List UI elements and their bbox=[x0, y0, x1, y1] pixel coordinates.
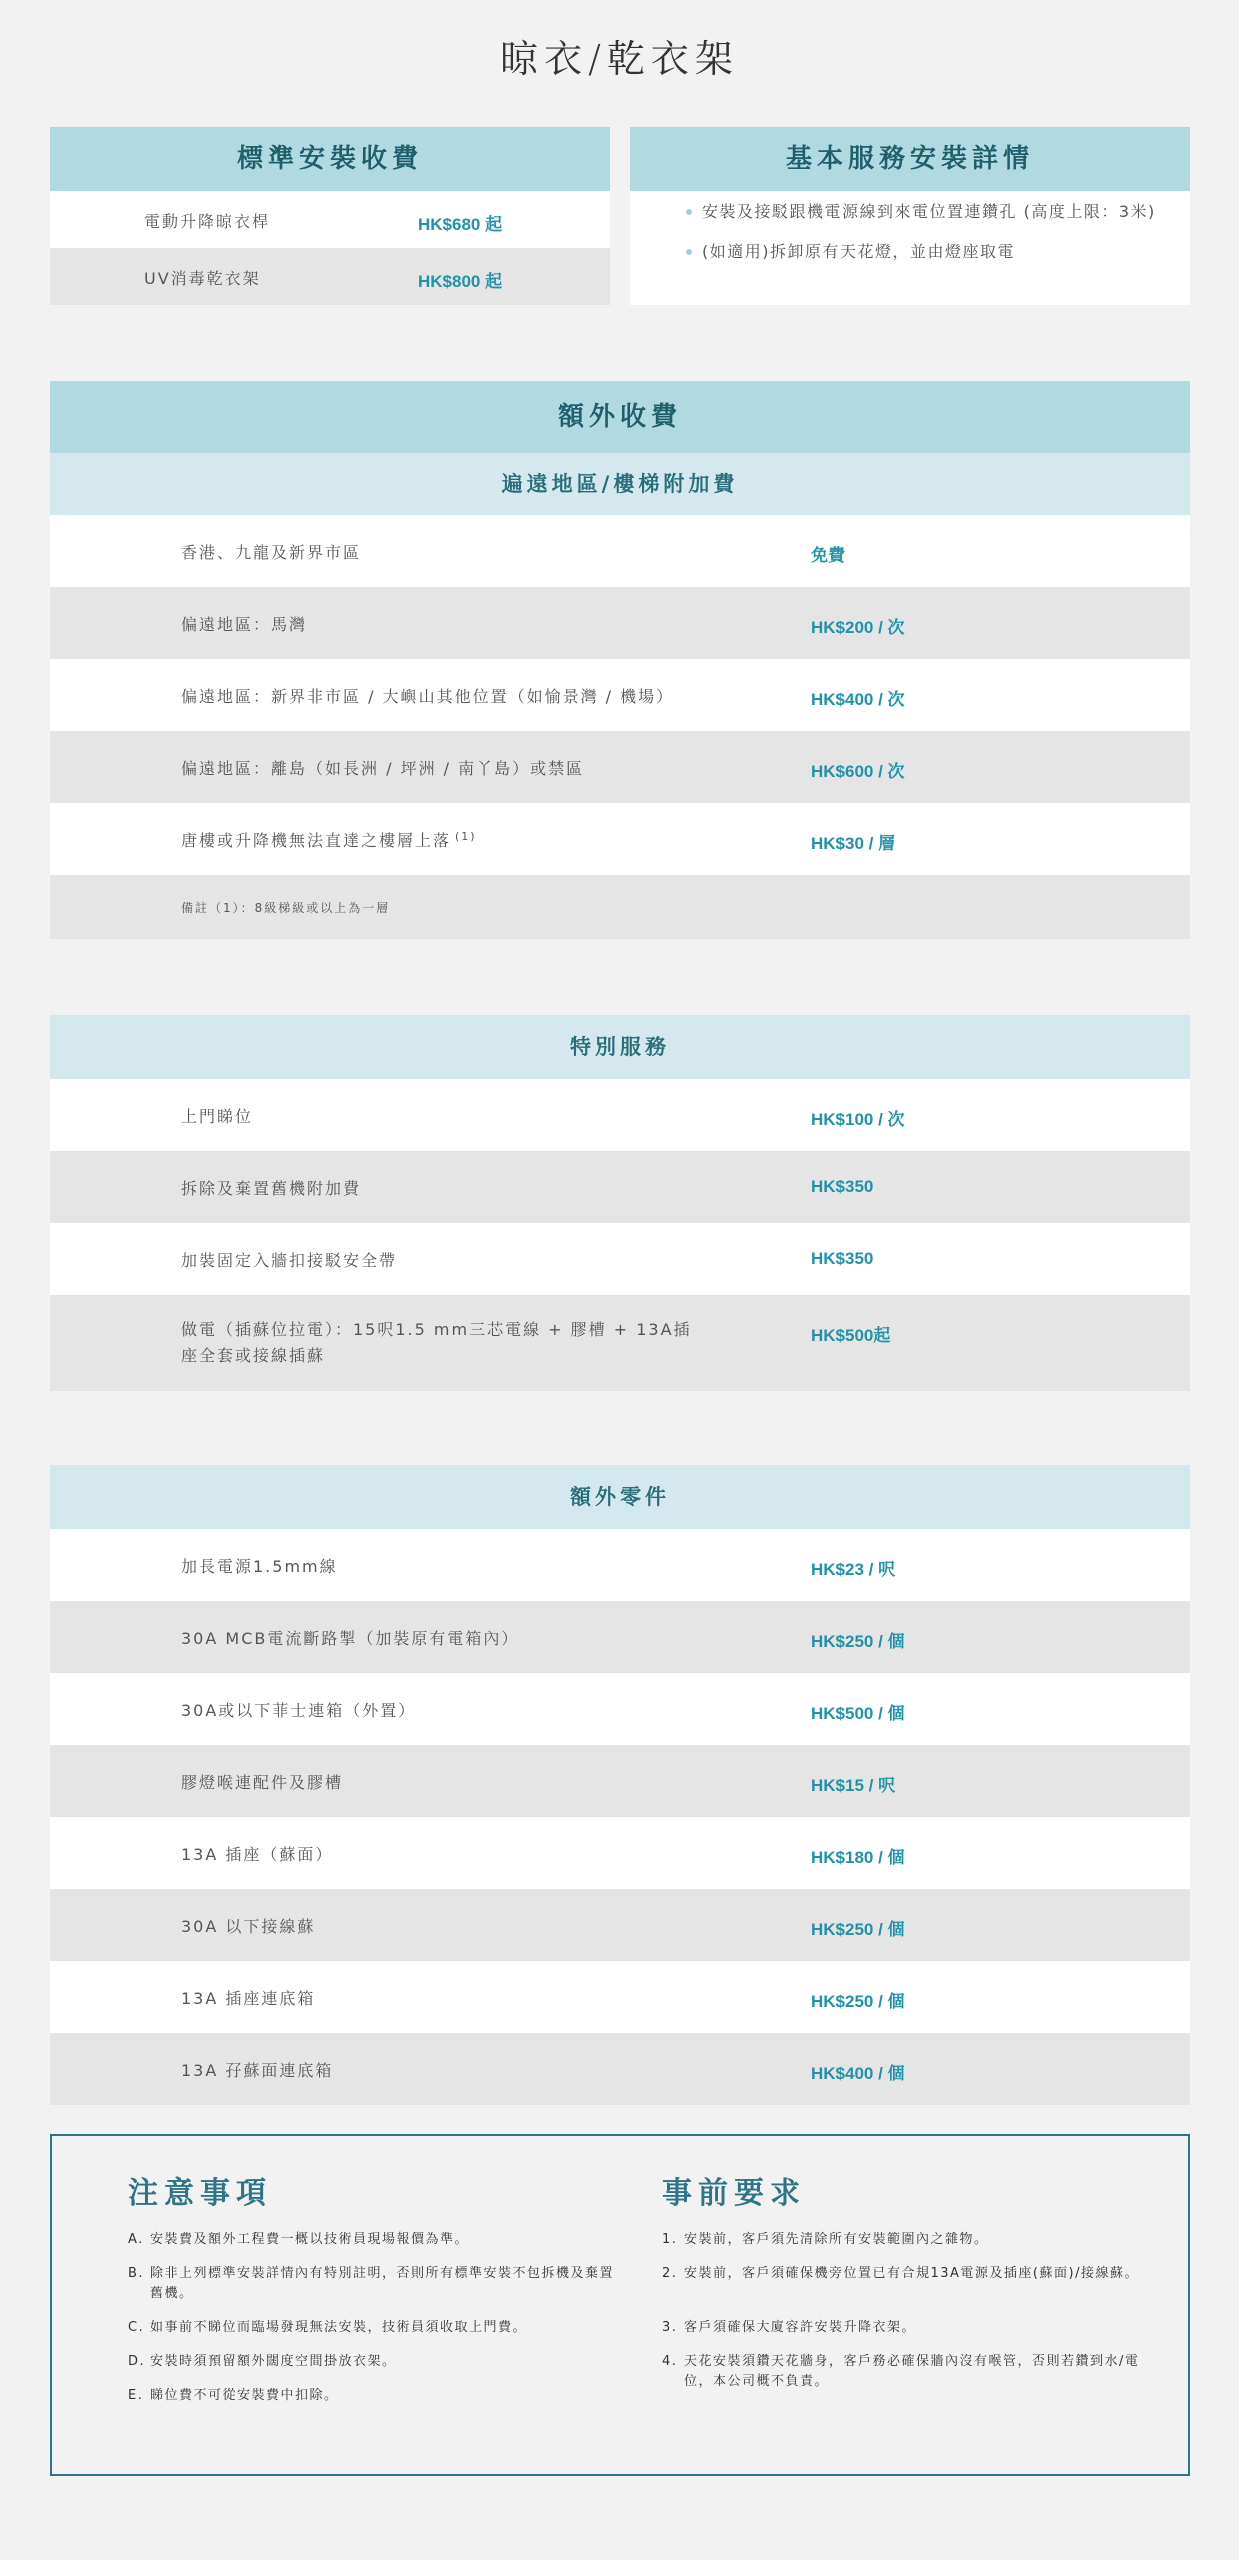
row-label: 偏遠地區：離島（如長洲 / 坪洲 / 南丫島）或禁區 bbox=[181, 759, 585, 778]
row-price: HK$200 / 次 bbox=[811, 618, 905, 637]
row-price: HK$400 / 次 bbox=[811, 690, 905, 709]
requirements-item-text: 天花安裝須鑽天花牆身，客戶務必確保牆內沒有喉管，否則若鑽到水/電位，本公司概不負責。 bbox=[684, 2354, 1140, 2389]
requirements-item-key: 3. bbox=[662, 2320, 678, 2335]
table-row bbox=[50, 1151, 1190, 1223]
table-row bbox=[50, 731, 1190, 803]
notes-item-key: A. bbox=[128, 2232, 144, 2247]
table-row bbox=[50, 191, 610, 248]
table-row bbox=[50, 515, 1190, 587]
requirements-item-key: 2. bbox=[662, 2266, 678, 2281]
notes-item bbox=[128, 2386, 618, 2406]
row-price: HK$250 / 個 bbox=[811, 1632, 905, 1651]
page-title: 晾衣/乾衣架 bbox=[500, 37, 739, 81]
notes-item-key: D. bbox=[128, 2354, 146, 2369]
notes-item-text: 安裝費及額外工程費一概以技術員現場報價為準。 bbox=[150, 2232, 470, 2247]
notes-item bbox=[128, 2352, 618, 2372]
row-price: 免費 bbox=[811, 546, 845, 565]
table-row bbox=[50, 2033, 1190, 2105]
requirements-item-text: 安裝前，客戶須先清除所有安裝範圍內之雜物。 bbox=[684, 2232, 989, 2247]
row-price: HK$350 bbox=[811, 1249, 874, 1268]
row-label: 30A 以下接線蘇 bbox=[181, 1917, 316, 1936]
row-label: 偏遠地區：馬灣 bbox=[181, 615, 308, 634]
remark-row bbox=[50, 875, 1190, 939]
row-label bbox=[181, 1317, 692, 1369]
row-label: 電動升降晾衣桿 bbox=[144, 212, 271, 231]
extra-charges-section bbox=[50, 381, 1190, 939]
table-row bbox=[50, 1295, 1190, 1391]
row-price: HK$100 / 次 bbox=[811, 1110, 905, 1129]
notes-item-key: E. bbox=[128, 2388, 144, 2403]
requirements-title: 事前要求 bbox=[662, 2176, 806, 2211]
row-price: HK$680 起 bbox=[418, 215, 503, 234]
row-price: HK$400 / 個 bbox=[811, 2064, 905, 2083]
special-services-section bbox=[50, 1015, 1190, 1391]
table-row bbox=[50, 587, 1190, 659]
table-row bbox=[50, 1673, 1190, 1745]
table-row bbox=[50, 1961, 1190, 2033]
basic-service-card bbox=[630, 127, 1190, 305]
requirements-item-key: 4. bbox=[662, 2354, 678, 2369]
row-label bbox=[181, 828, 477, 851]
notes-item-key: C. bbox=[128, 2320, 145, 2335]
row-price: HK$500起 bbox=[811, 1326, 891, 1345]
requirements-item-text: 安裝前，客戶須確保機旁位置已有合規13A電源及插座(蘇面)/接線蘇。 bbox=[684, 2266, 1139, 2281]
row-price: HK$30 / 層 bbox=[811, 834, 896, 853]
notes-item bbox=[128, 2230, 618, 2250]
requirements-item bbox=[662, 2352, 1162, 2392]
row-price: HK$500 / 個 bbox=[811, 1704, 905, 1723]
requirements-item bbox=[662, 2264, 1162, 2284]
row-label: 香港、九龍及新界市區 bbox=[181, 543, 362, 562]
table-row bbox=[50, 1745, 1190, 1817]
row-label: UV消毒乾衣架 bbox=[144, 269, 261, 288]
requirements-item bbox=[662, 2318, 1162, 2338]
table-row bbox=[50, 659, 1190, 731]
remote-area-subheader: 遍遠地區/樓梯附加費 bbox=[50, 453, 1190, 515]
row-label-line: 做電（插蘇位拉電）：15呎1.5 mm三芯電線 + 膠槽 + 13A插 bbox=[181, 1320, 692, 1339]
row-label: 30A MCB電流斷路掣（加裝原有電箱內） bbox=[181, 1629, 520, 1648]
requirements-item-text: 客戶須確保大廈容許安裝升降衣架。 bbox=[684, 2320, 917, 2335]
remark-text: 備註（1）：8級梯級或以上為一層 bbox=[181, 901, 391, 915]
footnote-marker: (1) bbox=[455, 829, 477, 843]
row-label: 偏遠地區：新界非市區 / 大嶼山其他位置（如愉景灣 / 機場） bbox=[181, 687, 675, 706]
basic-service-list bbox=[686, 199, 1156, 265]
row-price: HK$350 bbox=[811, 1177, 874, 1196]
standard-fee-header: 標準安裝收費 bbox=[50, 127, 610, 191]
extra-parts-header: 額外零件 bbox=[50, 1465, 1190, 1529]
notes-item-text: 安裝時須預留額外闊度空間掛放衣架。 bbox=[150, 2354, 397, 2369]
row-price: HK$15 / 呎 bbox=[811, 1776, 896, 1795]
notes-item-text: 睇位費不可從安裝費中扣除。 bbox=[150, 2388, 339, 2403]
notes-item-text: 如事前不睇位而臨場發現無法安裝，技術員須收取上門費。 bbox=[150, 2320, 528, 2335]
notes-title: 注意事項 bbox=[128, 2176, 272, 2211]
table-row bbox=[50, 1889, 1190, 1961]
row-price: HK$600 / 次 bbox=[811, 762, 905, 781]
basic-service-header: 基本服務安裝詳情 bbox=[630, 127, 1190, 191]
notes-item bbox=[128, 2318, 618, 2338]
table-row bbox=[50, 1529, 1190, 1601]
standard-fee-card bbox=[50, 127, 610, 305]
row-label: 拆除及棄置舊機附加費 bbox=[181, 1179, 362, 1198]
row-label: 13A 插座連底箱 bbox=[181, 1989, 316, 2008]
requirements-item-key: 1. bbox=[662, 2232, 678, 2247]
row-label: 13A 插座（蘇面） bbox=[181, 1845, 334, 1864]
table-row bbox=[50, 803, 1190, 875]
extra-parts-section bbox=[50, 1465, 1190, 2105]
notes-item-text: 除非上列標準安裝詳情內有特別註明，否則所有標準安裝不包拆機及棄置舊機。 bbox=[150, 2266, 615, 2301]
row-label-text: 唐樓或升降機無法直達之樓層上落 bbox=[181, 831, 452, 850]
table-row bbox=[50, 1223, 1190, 1295]
row-label: 上門睇位 bbox=[181, 1107, 254, 1126]
row-price: HK$23 / 呎 bbox=[811, 1560, 896, 1579]
list-item: (如適用)拆卸原有天花燈，並由燈座取電 bbox=[686, 239, 1156, 265]
table-row bbox=[50, 248, 610, 305]
row-price: HK$250 / 個 bbox=[811, 1920, 905, 1939]
special-services-header: 特別服務 bbox=[50, 1015, 1190, 1079]
extra-charges-header: 額外收費 bbox=[50, 381, 1190, 453]
notes-box bbox=[50, 2134, 1190, 2476]
list-item: 安裝及接駁跟機電源線到來電位置連鑽孔 (高度上限：3米) bbox=[686, 199, 1156, 225]
table-row bbox=[50, 1601, 1190, 1673]
table-row bbox=[50, 1079, 1190, 1151]
row-label: 加裝固定入牆扣接駁安全帶 bbox=[181, 1251, 398, 1270]
row-label: 加長電源1.5mm線 bbox=[181, 1557, 338, 1576]
row-label: 13A 孖蘇面連底箱 bbox=[181, 2061, 334, 2080]
row-label: 30A或以下菲士連箱（外置） bbox=[181, 1701, 417, 1720]
notes-item-key: B. bbox=[128, 2266, 145, 2281]
row-price: HK$800 起 bbox=[418, 272, 503, 291]
row-label-line: 座全套或接線插蘇 bbox=[181, 1346, 326, 1365]
table-row bbox=[50, 1817, 1190, 1889]
requirements-item bbox=[662, 2230, 1162, 2250]
row-price: HK$180 / 個 bbox=[811, 1848, 905, 1867]
row-price: HK$250 / 個 bbox=[811, 1992, 905, 2011]
notes-item bbox=[128, 2264, 618, 2304]
row-label: 膠燈喉連配件及膠槽 bbox=[181, 1773, 344, 1792]
